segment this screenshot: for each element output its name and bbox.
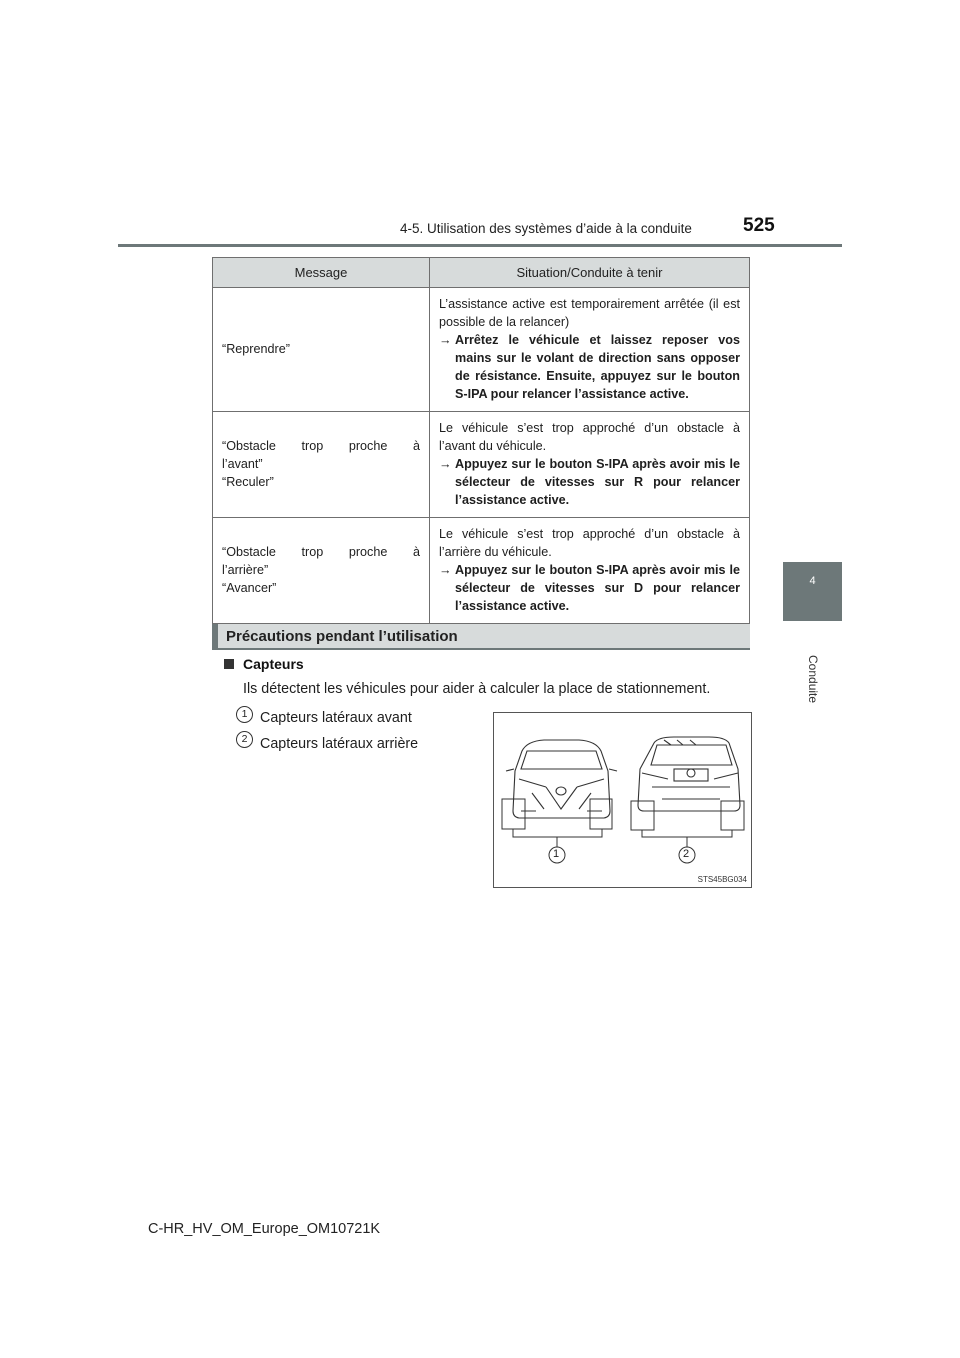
sensors-description: Ils détectent les véhicules pour aider à calculer la place de stationnement.	[243, 681, 711, 697]
front-sensors-label: Capteurs latéraux avant	[260, 710, 412, 726]
header-message: Message	[213, 258, 430, 288]
message-cell	[213, 412, 430, 518]
illustration-code: STS45BG034	[697, 875, 747, 884]
message-line: l’arrière”	[222, 563, 269, 577]
front-right-sensor-zone	[590, 799, 612, 829]
callout-number-2: 2	[236, 731, 253, 748]
table-row	[213, 518, 750, 624]
page-number: 525	[743, 215, 775, 236]
banner-underline	[218, 648, 750, 650]
illustration-callout-1: 1	[553, 848, 560, 860]
action-instruction	[439, 331, 740, 403]
situation-cell	[430, 288, 750, 412]
car-front-view	[506, 740, 617, 818]
message-line: l’avant”	[222, 457, 263, 471]
precautions-banner	[212, 624, 750, 650]
situation-description: Le véhicule s’est trop approché d’un obstacle à l’avant du véhicule.	[439, 421, 740, 453]
arrow-icon: →	[439, 563, 452, 577]
action-text: Appuyez sur le bouton S-IPA après avoir mis le sélecteur de vitesses sur D pour relancer l’assistance active.	[455, 563, 740, 613]
table-row	[213, 412, 750, 518]
message-line: “Reculer”	[222, 475, 274, 489]
car-sensors-drawing	[494, 713, 751, 887]
sensor-illustration	[493, 712, 752, 888]
rear-right-sensor-zone	[721, 801, 744, 830]
arrow-icon: →	[439, 333, 452, 347]
table-header-row	[213, 258, 750, 288]
callout-number-1: 1	[236, 706, 253, 723]
situation-description: Le véhicule s’est trop approché d’un obstacle à l’arrière du véhicule.	[439, 527, 740, 559]
message-cell	[213, 288, 430, 412]
situation-cell	[430, 412, 750, 518]
illustration-callout-2: 2	[683, 848, 690, 860]
sensors-heading: Capteurs	[243, 656, 304, 672]
chapter-label-text: Conduite	[806, 655, 820, 704]
precautions-title: Précautions pendant l’utilisation	[226, 628, 458, 645]
chapter-tab	[783, 562, 842, 621]
message-cell	[213, 518, 430, 624]
message-line: “Obstacle trop proche à	[222, 545, 420, 559]
message-line: “Obstacle trop proche à	[222, 439, 420, 453]
callout-2-leader	[642, 830, 732, 847]
chapter-number: 4	[809, 575, 816, 587]
action-text: Arrêtez le véhicule et laissez reposer vos mains sur le volant de direction sans opposer de résistance. Ensuite, appuyez sur le bouton S-IPA pour relancer l’assistance active.	[455, 333, 740, 401]
action-instruction	[439, 561, 740, 615]
rear-sensors-label: Capteurs latéraux arrière	[260, 736, 419, 752]
table-row	[213, 288, 750, 412]
situation-cell	[430, 518, 750, 624]
situation-description: L’assistance active est temporairement arrêtée (il est possible de la relancer)	[439, 297, 740, 329]
section-title: 4-5. Utilisation des systèmes d’aide à la conduite	[400, 221, 692, 236]
header-situation: Situation/Conduite à tenir	[430, 258, 750, 288]
chapter-label	[803, 655, 823, 735]
header-rule	[118, 244, 842, 247]
message-line: “Avancer”	[222, 581, 277, 595]
callout-1-leader	[513, 829, 602, 847]
message-line: “Reprendre”	[222, 342, 290, 356]
rear-left-sensor-zone	[631, 801, 654, 830]
square-bullet-icon	[224, 659, 234, 669]
car-rear-view	[638, 737, 740, 811]
action-instruction	[439, 455, 740, 509]
document-id: C-HR_HV_OM_Europe_OM10721K	[148, 1221, 381, 1237]
action-text: Appuyez sur le bouton S-IPA après avoir mis le sélecteur de vitesses sur R pour relancer l’assistance active.	[455, 457, 740, 507]
message-table	[212, 257, 750, 624]
arrow-icon: →	[439, 457, 452, 471]
